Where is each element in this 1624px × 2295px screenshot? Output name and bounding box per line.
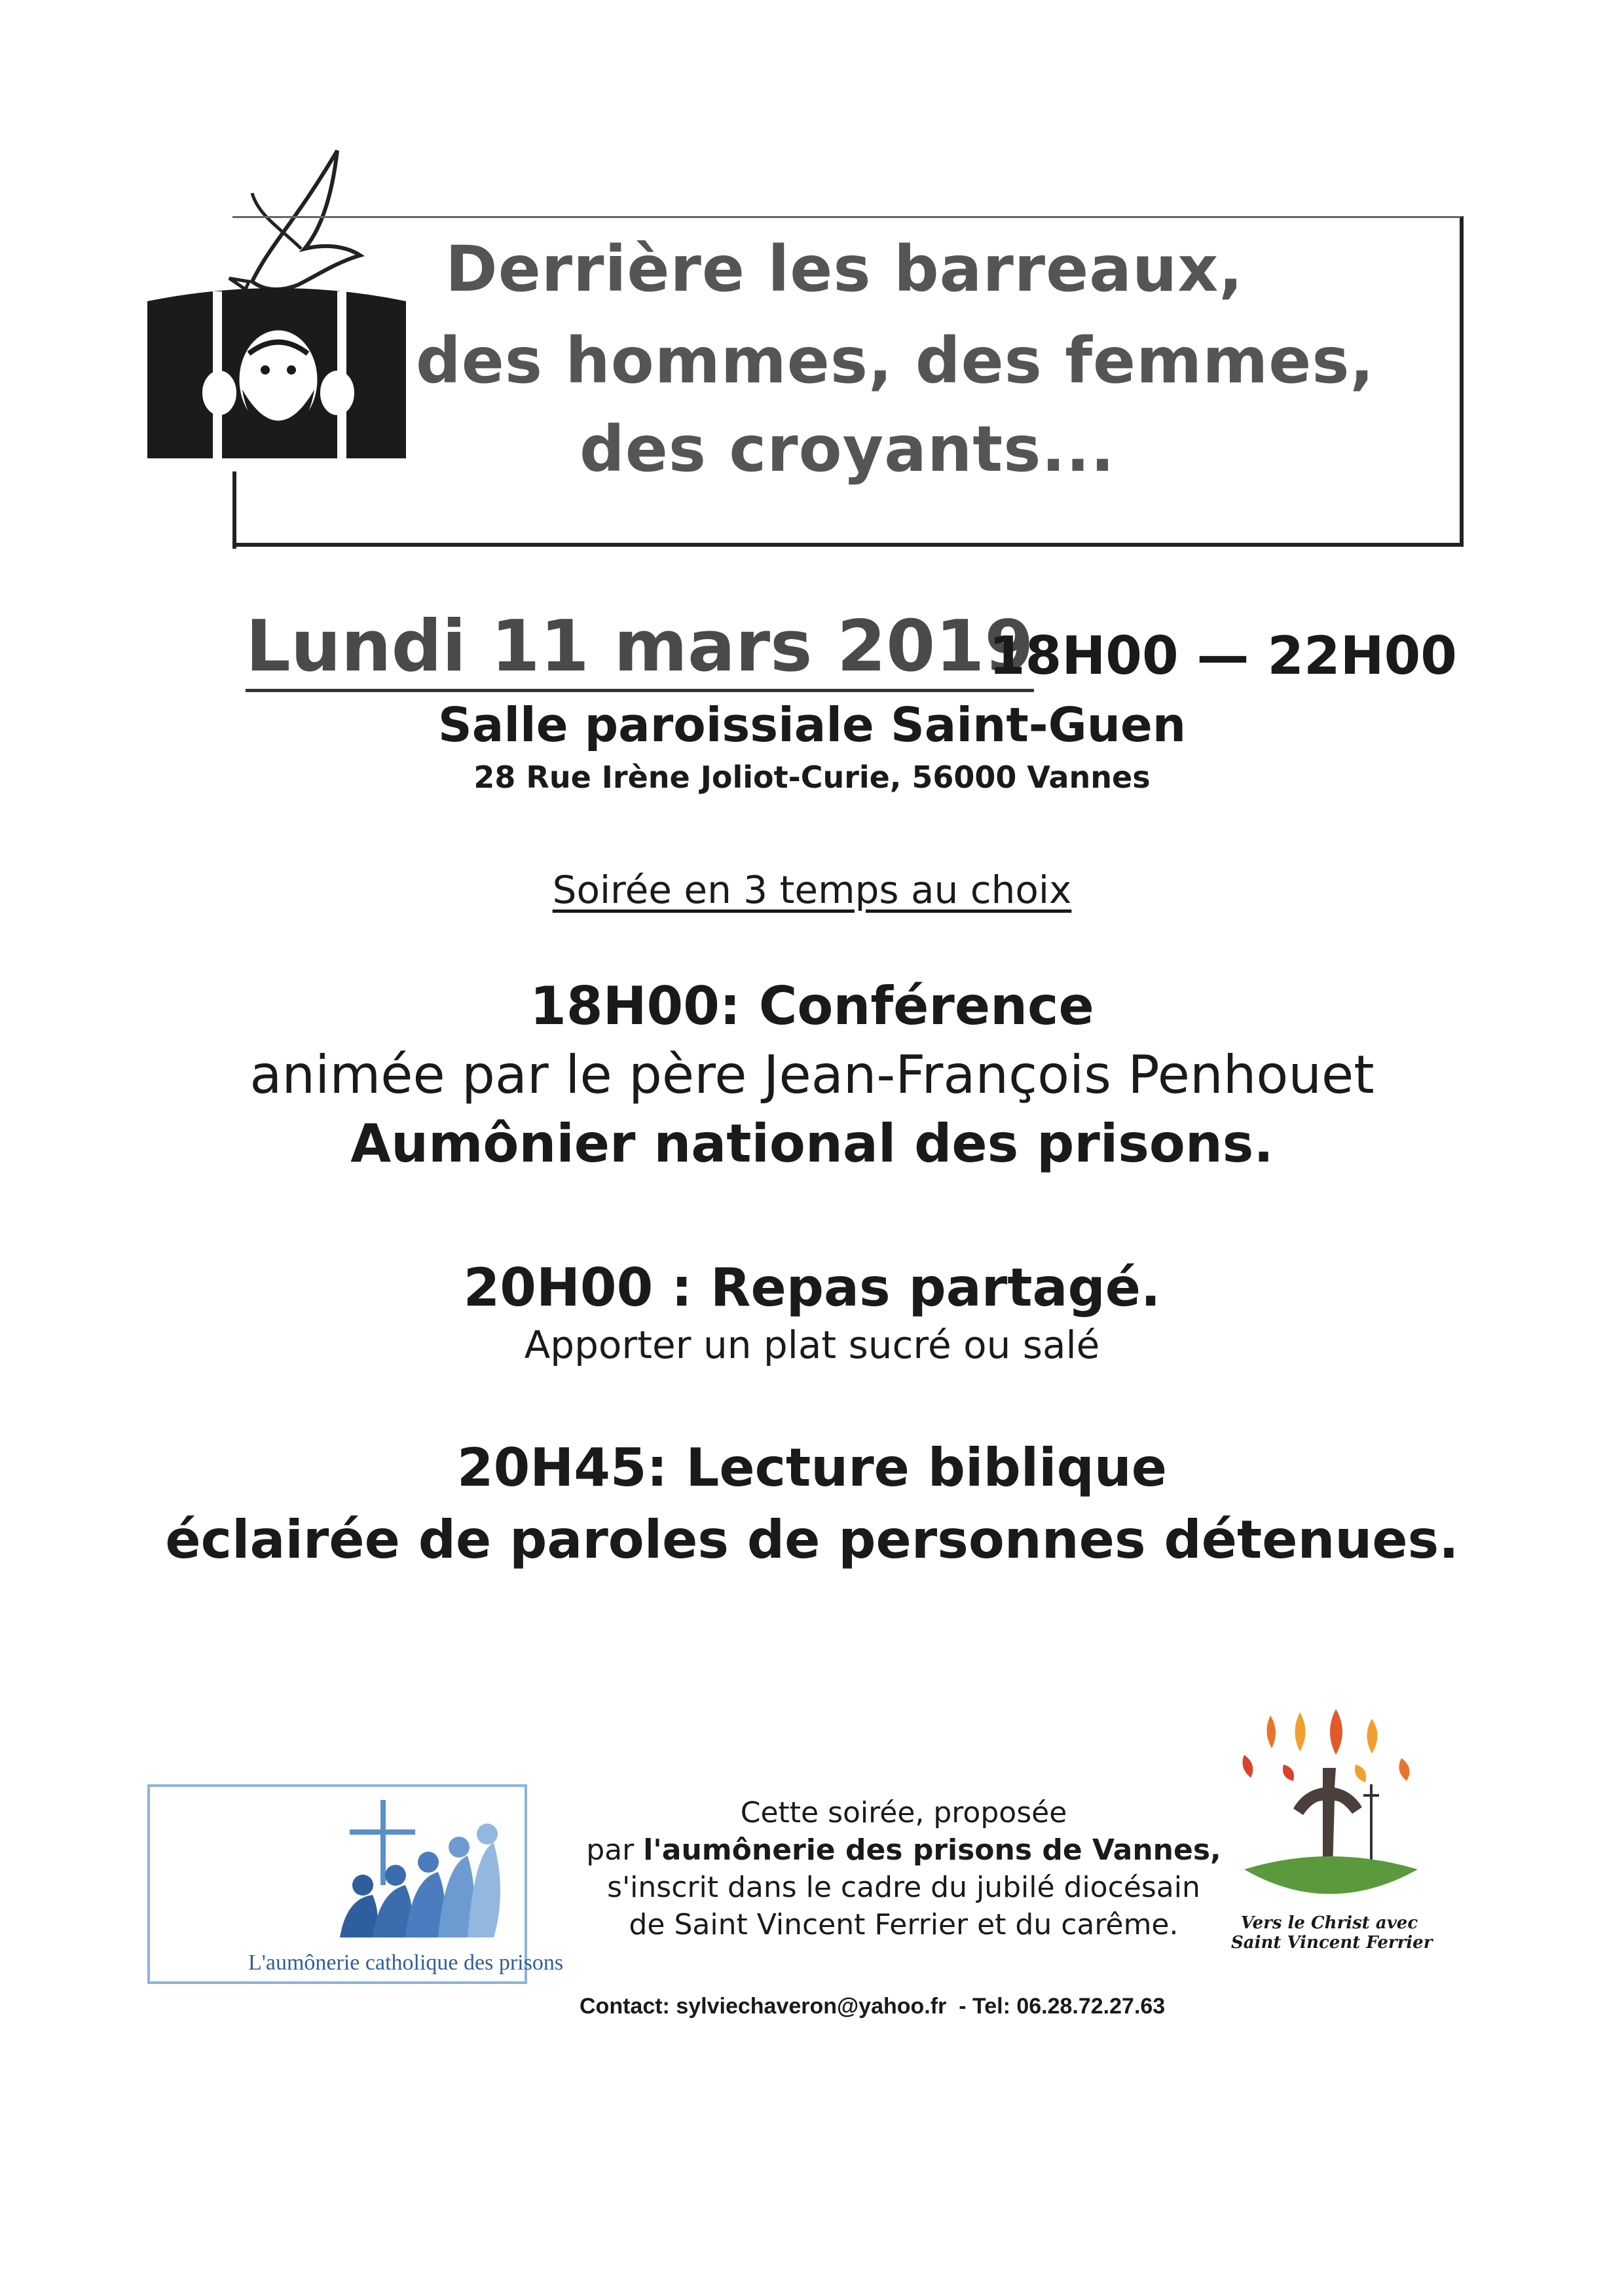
headline-line-2: des hommes, des femmes, <box>416 324 1375 397</box>
headline-line-3: des croyants... <box>580 413 1115 486</box>
jubilee-logo-caption-2: Saint Vincent Ferrier <box>1231 1933 1433 1953</box>
statement-line-2-prefix: par <box>586 1833 644 1867</box>
program-item-1-line3: Aumônier national des prisons. <box>350 1113 1274 1174</box>
program-intro-text: Soirée en 3 temps au choix <box>552 868 1072 912</box>
jubilee-logo-caption-1: Vers le Christ avec <box>1240 1913 1418 1933</box>
statement-line-2-bold: l'aumônerie des prisons de Vannes, <box>643 1833 1221 1867</box>
statement-line-1: Cette soirée, proposée <box>740 1796 1067 1829</box>
statement-line-2 <box>524 1831 1283 1869</box>
jubilee-logo <box>1231 1702 1433 1953</box>
program-item-1-line2: animée par le père Jean-François Penhouet <box>249 1044 1375 1105</box>
event-address: 28 Rue Irène Joliot-Curie, 56000 Vannes <box>473 760 1151 795</box>
contact-info: Contact: sylviechaveron@yahoo.fr - Tel: 06.28.72.27.63 <box>580 1994 1166 2019</box>
program-item-3-title: 20H45: Lecture biblique <box>456 1437 1168 1498</box>
cross-people-icon <box>150 1787 525 1944</box>
tree-cross-icon <box>1231 1702 1428 1912</box>
statement-line-4: de Saint Vincent Ferrier et du carême. <box>629 1908 1179 1941</box>
aumonerie-logo-caption: L'aumônerie catholique des prisons <box>248 1951 564 1975</box>
event-hours: 18H00 — 22H00 <box>989 625 1457 686</box>
program-intro <box>0 868 1624 912</box>
program-item-2-line2: Apporter un plat sucré ou salé <box>524 1323 1100 1367</box>
program-item-2-title: 20H00 : Repas partagé. <box>463 1257 1161 1318</box>
aumonerie-logo <box>147 1784 564 1984</box>
event-date: Lundi 11 mars 2019 <box>246 606 1034 692</box>
statement-line-3: s'inscrit dans le cadre du jubilé diocésain <box>607 1871 1200 1904</box>
headline-frame-left-edge <box>232 471 236 549</box>
headline-line-1: Derrière les barreaux, <box>445 232 1244 306</box>
footer-statement <box>524 1794 1283 1943</box>
event-venue: Salle paroissiale Saint-Guen <box>437 697 1187 752</box>
program-item-1-title: 18H00: Conférence <box>530 976 1094 1037</box>
program-item-3-line2: éclairée de paroles de personnes détenues. <box>165 1509 1459 1570</box>
